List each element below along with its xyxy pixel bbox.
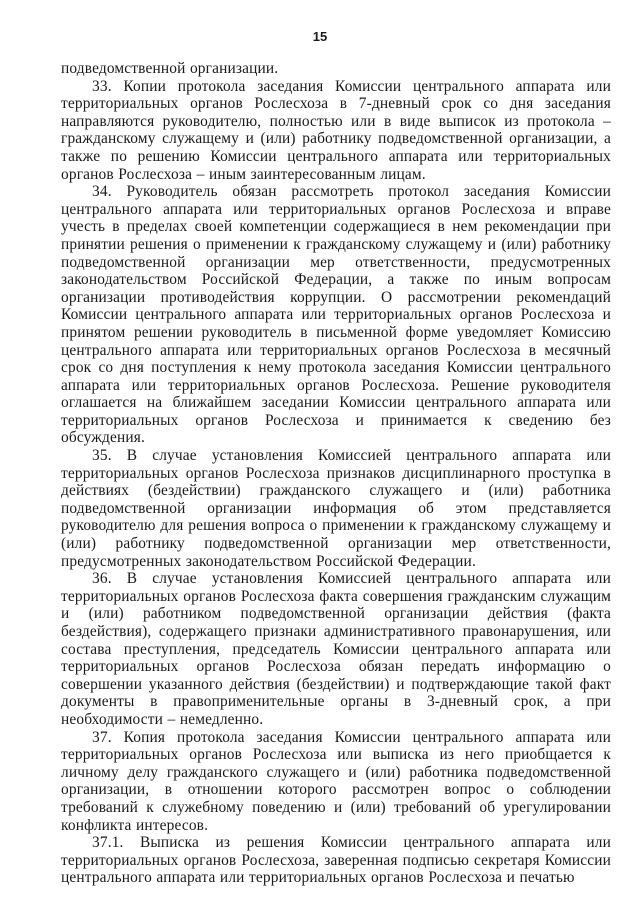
paragraph-item-33: 33. Копии протокола заседания Комиссии центрального аппарата или территориальных органов Рослесхоза в 7-дневный срок со дня заседания направляются руководителю, полностью или в виде выписок из протокола – гражданскому служащему и (или) работнику подведомственной организации, а также по решению Комиссии центрального аппарата или территориальных органов Рослесхоза – иным заинтересованным лицам. (61, 77, 611, 183)
paragraph-item-37-1: 37.1. Выписка из решения Комиссии центрального аппарата или территориальных органов Рослесхоза, заверенная подписью секретаря Комиссии центрального аппарата или территориальных органов Рослесхоза и печатью (61, 834, 611, 887)
paragraph-item-36: 36. В случае установления Комиссией центрального аппарата или территориальных органов Рослесхоза факта совершения гражданским служащим и (или) работником подведомственной организации действия (факта бездействия), содержащего признаки административного правонарушения, или состава преступления, председатель Комиссии центрального аппарата или территориальных органов Рослесхоза обязан передать информацию о совершении указанного действия (бездействии) и подтверждающие такой факт документы в правоприменительные органы в 3-дневный срок, а при необходимости – немедленно. (61, 570, 611, 728)
document-body (61, 60, 611, 887)
paragraph-item-37: 37. Копия протокола заседания Комиссии центрального аппарата или территориальных органов Рослесхоза или выписка из него приобщается к личному делу гражданского служащего и (или) работника подведомственной организации, в отношении которого рассмотрен вопрос о соблюдении требований к служебному поведению и (или) требований об урегулировании конфликта интересов. (61, 728, 611, 834)
page-number: 15 (312, 29, 328, 44)
paragraph-item-35: 35. В случае установления Комиссией центрального аппарата или территориальных органов Рослесхоза признаков дисциплинарного проступка в действиях (бездействии) гражданского служащего и (или) работника подведомственной организации информация об этом представляется руководителю для решения вопроса о применении к гражданскому служащему и (или) работнику подведомственной организации мер ответственности, предусмотренных законодательством Российской Федерации. (61, 447, 611, 570)
paragraph-continuation: подведомственной организации. (61, 60, 279, 77)
paragraph-item-34: 34. Руководитель обязан рассмотреть протокол заседания Комиссии центрального аппарата или территориальных органов Рослесхоза и вправе учесть в пределах своей компетенции содержащиеся в нем рекомендации при принятии решения о применении к гражданскому служащему и (или) работнику подведомственной организации мер ответственности, предусмотренных законодательством Российской Федерации, а также по иным вопросам организации противодействия коррупции. О рассмотрении рекомендаций Комиссии центрального аппарата или территориальных органов Рослесхоза и принятом решении руководитель в письменной форме уведомляет Комиссию центрального аппарата или территориальных органов Рослесхоза в месячный срок со дня поступления к нему протокола заседания Комиссии центрального аппарата или территориальных органов Рослесхоза. Решение руководителя оглашается на ближайшем заседании Комиссии центрального аппарата или территориальных органов Рослесхоза и принимается к сведению без обсуждения. (61, 183, 611, 447)
